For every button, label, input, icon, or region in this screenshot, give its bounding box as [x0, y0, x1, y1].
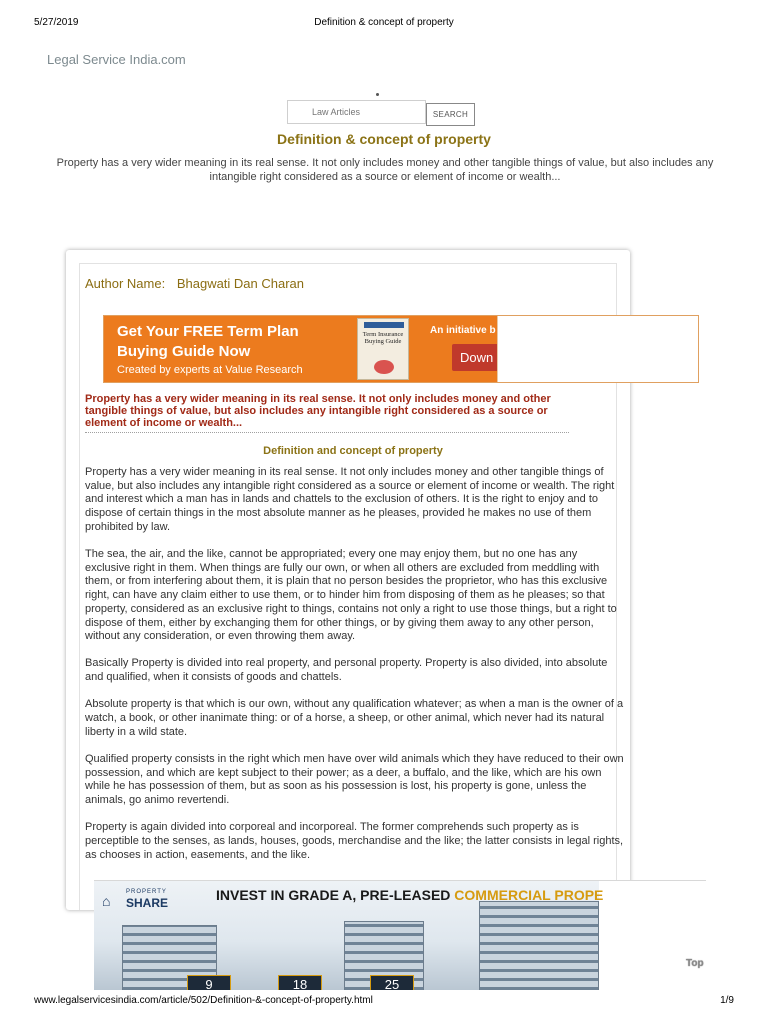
- ad-guide-book-image: [357, 318, 409, 380]
- page-title: Definition & concept of property: [277, 131, 491, 147]
- site-logo-link[interactable]: Legal Service India.com: [47, 52, 186, 67]
- ad2-headline-highlight: COMMERCIAL PROPE: [454, 887, 604, 903]
- article-paragraph: The sea, the air, and the like, cannot be appropriated; every one may enjoy them, but no one has any exclusive right in them. When things are fully our own, or when all others are excluded from meddling with them, or from interfering about them, it is plain that no person besides the proprietor, who has this exclusive right, can have any claim either to use them, or to hinder him from disposing of them as he pleases; so that property, considered as an exclusive right to things, contains not only a right to use those things, but a right to dispose of them, either by exchanging them for other things, or by giving them away to any other person, without any consideration, or even throwing them away.: [85, 548, 617, 643]
- print-header: [34, 17, 734, 31]
- print-url: www.legalservicesindia.com/article/502/Definition-&-concept-of-property.html: [34, 995, 373, 1006]
- book-title: Term Insurance Buying Guide: [362, 331, 404, 345]
- article-paragraph: Qualified property consists in the right which men have over wild animals which they have reduced to their own possession, and which are kept subject to their power; as a deer, a buffalo, and the like, which are his own while he has possession of them, but as soon as his possession is lost, his property is gone, unless the animals, go animo revertendi.: [85, 752, 624, 807]
- ad-property-share-banner[interactable]: [94, 880, 706, 990]
- ad-subline: Created by experts at Value Research: [117, 364, 303, 376]
- print-date: 5/27/2019: [34, 17, 79, 28]
- decorative-dot: [376, 93, 379, 96]
- print-footer: [34, 995, 734, 1009]
- ad-download-button[interactable]: Down: [452, 344, 500, 371]
- article-paragraph: Basically Property is divided into real property, and personal property. Property is also divided, into absolute and qualified, when it consists of goods and chattels.: [85, 657, 608, 684]
- page-intro: Property has a very wider meaning in its real sense. It not only includes money and other tangible things of value, but also includes any intangible right considered as a source or element of income or wealth...: [56, 157, 714, 183]
- stat-box: 25: [370, 975, 414, 990]
- author-name: Bhagwati Dan Charan: [176, 276, 305, 291]
- author-label: Author Name:: [85, 276, 166, 291]
- author-line: [85, 276, 304, 291]
- search-button[interactable]: SEARCH: [426, 103, 475, 126]
- article-lede: Property has a very wider meaning in its real sense. It not only includes money and other tangible things of value, but also includes any intangible right considered as a source or element of income or wealth...: [85, 393, 551, 429]
- article-paragraph: Absolute property is that which is our own, without any qualification whatever; as when a man is the owner of a watch, a book, or other inanimate thing: or of a horse, a sheep, or other animal, which never had its natural liberty in a wild state.: [85, 698, 624, 738]
- ad-blank-area: [497, 316, 699, 383]
- search-input[interactable]: [287, 100, 426, 124]
- back-to-top-button[interactable]: Top: [686, 958, 704, 969]
- stat-box: 18: [278, 975, 322, 990]
- ad2-headline: [216, 887, 603, 903]
- ad-headline-1: Get Your FREE Term Plan: [117, 323, 299, 340]
- lifebuoy-icon: [374, 360, 394, 374]
- ad2-headline-text: INVEST IN GRADE A, PRE-LEASED: [216, 887, 455, 903]
- logo-big-text: SHARE: [126, 896, 169, 910]
- ad-term-plan-banner[interactable]: [103, 315, 699, 383]
- ad-headline-2: Buying Guide Now: [117, 343, 251, 360]
- house-icon: ⌂: [102, 893, 111, 909]
- logo-small-text: PROPERTY: [126, 889, 167, 895]
- property-share-logo: [100, 889, 190, 911]
- article-paragraph: Property is again divided into corporeal and incorporeal. The former comprehends such property as is perceptible to the senses, as lands, houses, goods, merchandise and the like; the latter consists in legal rights, as chooses in action, easements, and the like.: [85, 821, 624, 861]
- article-subheading: Definition and concept of property: [263, 445, 443, 457]
- dotted-divider: [85, 432, 569, 433]
- article-body: [85, 466, 625, 876]
- stat-box: 9: [187, 975, 231, 990]
- print-page-number: 1/9: [720, 995, 734, 1006]
- building-image: [479, 901, 599, 990]
- ad-initiative-text: An initiative b: [430, 325, 496, 336]
- article-paragraph: Property has a very wider meaning in its real sense. It not only includes money and other tangible things of value, but also includes any intangible right considered as a source or element of income or wealth. The right and interest which a man has in lands and chattels to the exclusion of others. It is the right to enjoy and to dispose of certain things in the most absolute manner as he pleases, provided he makes no use of them prohibited by law.: [85, 466, 615, 533]
- book-brand-bar: [364, 322, 404, 328]
- print-title: Definition & concept of property: [314, 17, 454, 28]
